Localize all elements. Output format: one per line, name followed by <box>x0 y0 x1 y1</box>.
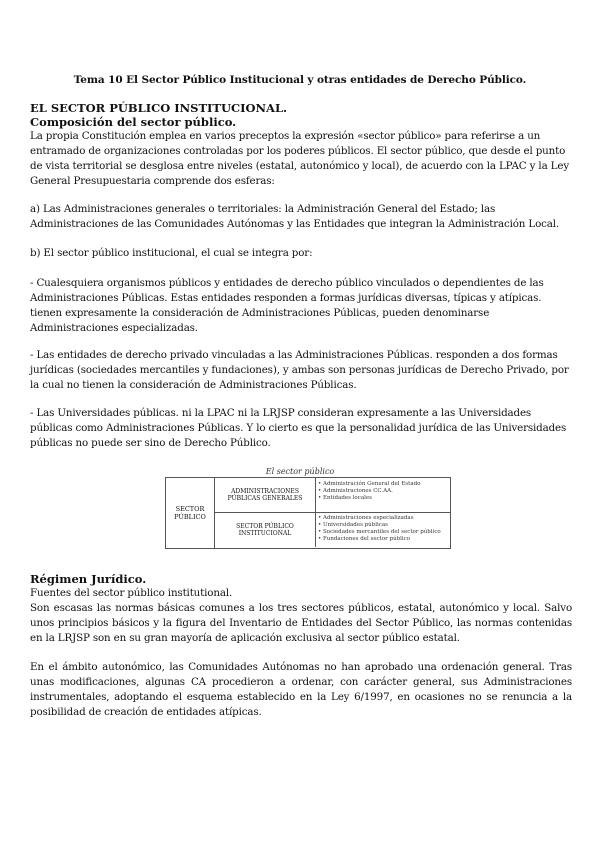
heading-regimen-juridico: Régimen Jurídico. <box>30 572 147 586</box>
diagram-branch-institucional: SECTOR PÚBLICO INSTITUCIONAL <box>215 513 316 547</box>
diagram-item: • Fundaciones del sector público <box>318 536 441 543</box>
paragraph-a: a) Las Administraciones generales o territoriales: la Administración General del Estado; las Administraciones de las Comunidades Autónomas y las Entidades que integran la Administración Local. <box>30 203 560 230</box>
paragraph-b1: - Cualesquiera organismos públicos y entidades de derecho público vinculados o dependientes de las Administraciones Públicas. Estas entidades responden a formas jurídicas diversas, típicas y atípicas. tienen expresamente la consideración de Administraciones Públicas, pueden denominarse Administraciones especializadas. <box>30 277 544 334</box>
document-title: Tema 10 El Sector Público Institucional y otras entidades de Derecho Público. <box>73 74 527 86</box>
diagram-item: • Administraciones CC.AA. <box>318 488 420 495</box>
heading-composicion: Composición del sector público. <box>30 115 237 129</box>
diagram-item: • Administración General del Estado <box>318 481 420 488</box>
diagram-item: • Universidades públicas <box>318 522 441 529</box>
paragraph-fuentes: Fuentes del sector público institutional. <box>30 587 233 599</box>
paragraph-intro: La propia Constitución emplea en varios preceptos la expresión «sector público» para referirse a un entramado de organizaciones controladas por los poderes públicos. El sector público, que desde el punto de vista territorial se desglosa entre niveles (estatal, autonómico y local), de acuerdo con la LPAC y la Ley General Presupuestaria comprende dos esferas: <box>30 130 569 187</box>
diagram-list-generales <box>318 481 420 502</box>
sector-publico-diagram <box>165 477 451 549</box>
paragraph-b: b) El sector público institucional, el cual se integra por: <box>30 247 313 259</box>
diagram-item: • Sociedades mercantiles del sector público <box>318 529 441 536</box>
diagram-item: • Administraciones especializadas <box>318 515 441 522</box>
diagram-branch-generales: ADMINISTRACIONES PÚBLICAS GENERALES <box>215 478 316 512</box>
paragraph-b2: - Las entidades de derecho privado vinculadas a las Administraciones Públicas. responden a dos formas jurídicas (sociedades mercantiles y fundaciones), y ambas son personas jurídicas de Derecho Privado, por la cual no tienen la consideración de Administraciones Públicas. <box>30 349 569 391</box>
diagram-root: SECTOR PÚBLICO <box>166 478 215 548</box>
diagram-list-institucional <box>318 515 441 543</box>
figure-caption: El sector público <box>265 467 335 476</box>
paragraph-escasas: Son escasas las normas básicas comunes a los tres sectores públicos, estatal, autonómico y local. Salvo unos principios básicos y la figura del Inventario de Entidades del Sector Público, las normas contenidas en la LRJSP son en su gran mayoría de aplicación exclusiva al sector público estatal. <box>30 602 572 644</box>
heading-sector-publico-institucional: EL SECTOR PÚBLICO INSTITUCIONAL. <box>30 101 288 115</box>
diagram-item: • Entidades locales <box>318 495 420 502</box>
paragraph-b3: - Las Universidades públicas. ni la LPAC ni la LRJSP consideran expresamente a las Universidades públicas como Administraciones Públicas. Y lo cierto es que la personalidad jurídica de las Universidades públicas no puede ser sino de Derecho Público. <box>30 407 567 449</box>
paragraph-autonomico: En el ámbito autonómico, las Comunidades Autónomas no han aprobado una ordenación general. Tras unas modificaciones, algunas CA procedieron a ordenar, con carácter general, sus Administraciones instrumentales, adoptando el esquema establecido en la Ley 6/1997, en ocasiones no se renuncia a la posibilidad de creación de entidades atípicas. <box>30 661 572 718</box>
